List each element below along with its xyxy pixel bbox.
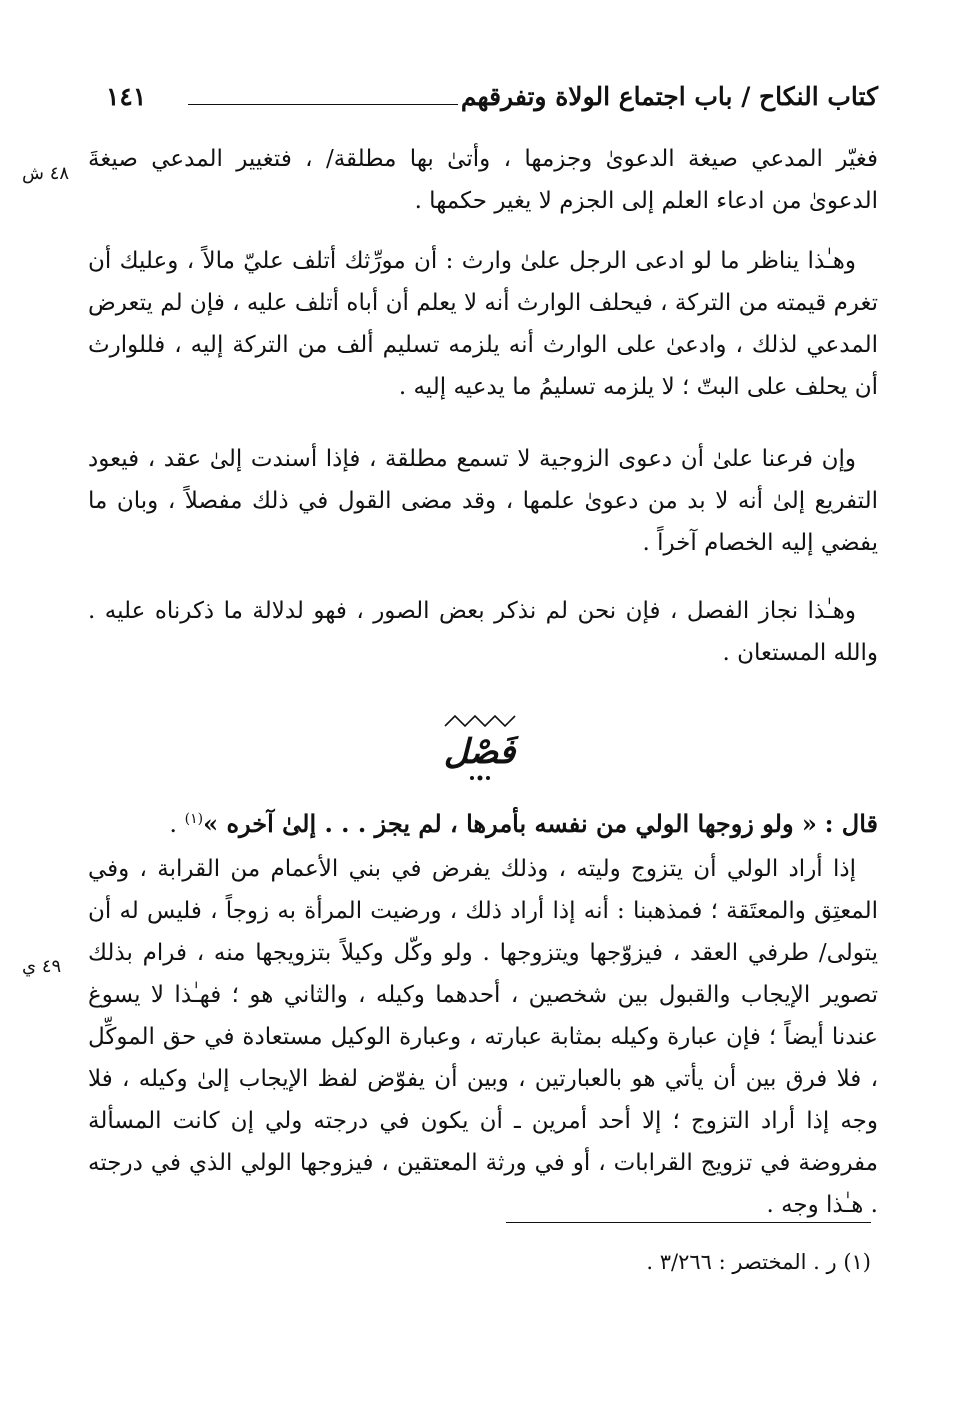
running-header <box>88 82 878 122</box>
paragraph-4: وهـٰذا نجاز الفصل ، فإن نحن لم نذكر بعض الصور ، فهو لدلالة ما ذكرناه عليه . والله المستعان . <box>88 598 878 666</box>
footnote <box>81 1246 871 1278</box>
margin-ref-48: ٤٨ ش <box>22 163 70 184</box>
paragraph-3: وإن فرعنا علىٰ أن دعوى الزوجية لا تسمع مطلقة ، فإذا أسندت إلىٰ عقد ، فيعود التفريع إلىٰ أنه لا بد من دعوىٰ علمها ، وقد مضى القول في ذلك مفصلاً ، وبان ما يفضي إليه الخصام آخراً . <box>88 446 878 556</box>
section-statement <box>88 798 878 845</box>
paragraph-1: فغيّر المدعي صيغة الدعوىٰ وجزمها ، وأتىٰ بها مطلقة/ ، فتغيير المدعي صيغةَ الدعوىٰ من ادعاء العلم إلى الجزم لا يغير حكمها . <box>88 146 878 214</box>
end-dot: . <box>169 810 177 838</box>
section-quote: « ولو زوجها الولي من نفسه بأمرها ، لم يجز . . . إلىٰ آخره » <box>203 809 817 838</box>
paragraph-5: إذا أراد الولي أن يتزوج وليته ، وذلك يفرض في بني الأعمام من القرابة ، وفي المعتِق والمعتَقة ؛ فمذهبنا : أنه إذا أراد ذلك ، ورضيت المرأة به زوجاً ، فليس له أن يتولى/ طرفي العقد ، فيزوّجها ويتزوجها . ولو وكّل وكيلاً بتزويجها منه ، فرام بذلك تصوير الإيجاب والقبول بين شخصين ، أحدهما وكيله ، والثاني هو ؛ فهـٰذا لا يسوغ عندنا أيضاً ؛ فإن عبارة وكيله بمثابة عبارته ، وعبارة الوكيل مستعادة في حق الموكِّل ، فلا فرق بين أن يأتي هو بالعبارتين ، وبين أن يفوّض لفظ الإيجاب إلىٰ وكيله ، فلا وجه إذا أراد التزوج ؛ إلا أحد أمرين ـ أن يكون في درجته ولي إن كانت المسألة مفروضة في تزويج القرابات ، أو في ورثة المعتقين ، فيزوجها الولي الذي في درجته . هـٰذا وجه . <box>88 856 878 1218</box>
footnote-text: ر . المختصر : ٣/٢٦٦ . <box>646 1250 837 1274</box>
qala-label: قال : <box>824 809 878 838</box>
fasl-ornament <box>425 712 535 784</box>
section-heading <box>0 712 959 788</box>
footnote-rule <box>506 1222 871 1223</box>
footnote-number: (١) <box>843 1250 871 1274</box>
header-rule <box>188 104 458 105</box>
footnote-marker: (١) <box>184 811 204 827</box>
header-title: كتاب النكاح / باب اجتماع الولاة وتفرقهم <box>460 82 878 111</box>
margin-ref-49: ٤٩ ي <box>22 956 62 977</box>
section-title: فَصْل <box>443 732 516 772</box>
paragraph-2: وهـٰذا يناظر ما لو ادعى الرجل علىٰ وارث : أن مورِّثك أتلف عليّ مالاً ، وعليك أن تغرم قيمته من التركة ، فيحلف الوارث أنه لا يعلم أن أباه أتلف عليه ، فإن لم يتعرض المدعي لذلك ، وادعىٰ على الوارث أنه يلزمه تسليم ألف من التركة إليه ، فللوارث أن يحلف على البتّ ؛ لا يلزمه تسليمُ ما يدعيه إليه . <box>88 248 878 400</box>
page-number: ١٤١ <box>106 82 147 111</box>
